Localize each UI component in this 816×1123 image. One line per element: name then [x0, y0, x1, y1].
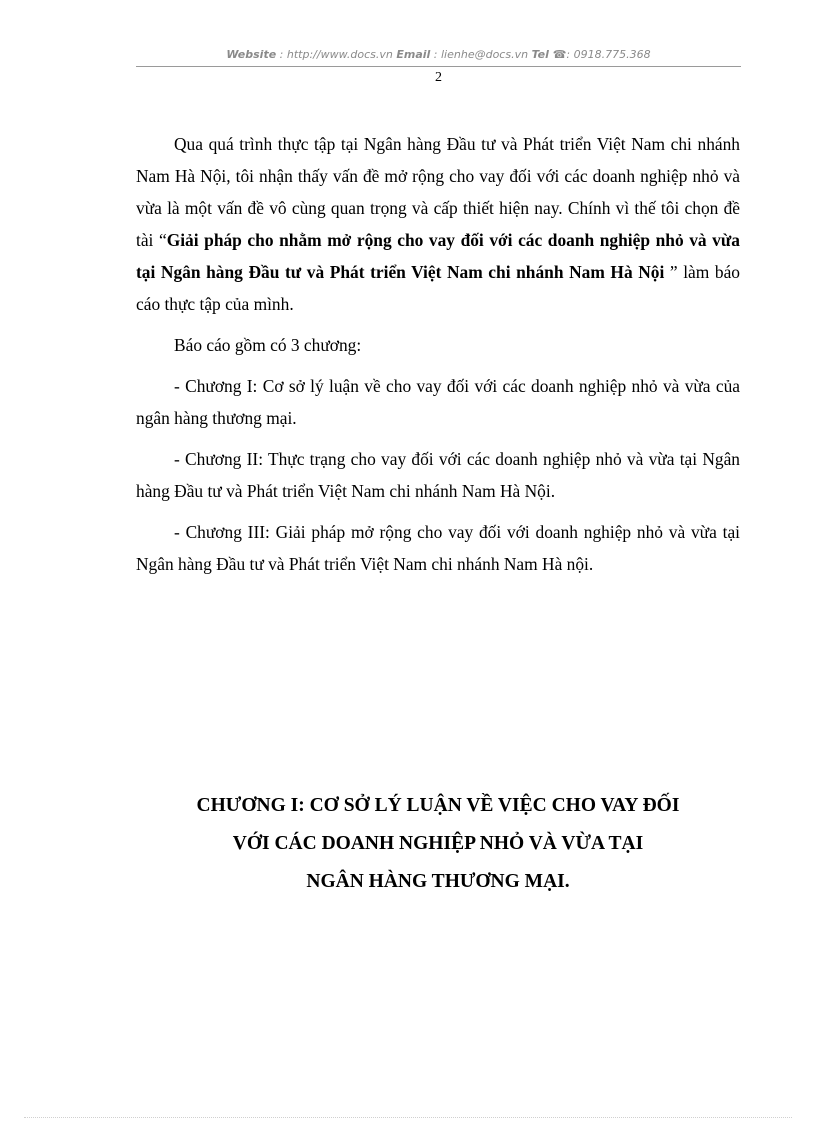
- structure-paragraph: Báo cáo gồm có 3 chương:: [174, 335, 362, 355]
- website-label: Website: [226, 48, 277, 61]
- phone-icon: ☎: [552, 48, 567, 61]
- intro-text-start: Qua quá trình thực tập tại Ngân hàng Đầu tư và Phát triển Việt Nam chi nhánh Nam Hà Nội, tôi nhận thấy vấn đề mở rộng cho vay đối với các doanh nghiệp nhỏ và vừa là một vấn đề vô cùng quan trọng và cấp thiết hiện nay. Chính vì thế tôi chọn đề tài “: [136, 134, 740, 250]
- intro-text-end: ” làm báo cáo thực tập của mình.: [136, 262, 741, 314]
- intro-paragraph: [136, 128, 740, 320]
- email-label: Email: [396, 48, 431, 61]
- chapter-heading-line-1: CHƯƠNG I: CƠ SỞ LÝ LUẬN VỀ VIỆC CHO VAY ĐỐI: [196, 795, 680, 816]
- chapter-heading-line-2: VỚI CÁC DOANH NGHIỆP NHỎ VÀ VỪA TẠI: [232, 833, 644, 854]
- website-value: : http://www.docs.vn: [276, 48, 397, 61]
- chapter-heading: [136, 787, 740, 901]
- page-header: [136, 48, 741, 61]
- header-divider: [136, 66, 741, 67]
- footer-divider: [24, 1117, 792, 1118]
- chapter-2-summary: - Chương II: Thực trạng cho vay đối với các doanh nghiệp nhỏ và vừa tại Ngân hàng Đầu tư và Phát triển Việt Nam chi nhánh Nam Hà Nội.: [136, 449, 740, 501]
- tel-value: : 0918.775.368: [566, 48, 651, 61]
- tel-label: Tel: [531, 48, 553, 61]
- page-number: 2: [435, 70, 442, 85]
- chapter-heading-line-3: NGÂN HÀNG THƯƠNG MẠI.: [306, 871, 570, 892]
- chapter-1-summary: - Chương I: Cơ sở lý luận về cho vay đối với các doanh nghiệp nhỏ và vừa của ngân hàng thương mại.: [136, 376, 740, 428]
- email-value: : lienhe@docs.vn: [430, 48, 532, 61]
- chapter-3-summary: - Chương III: Giải pháp mở rộng cho vay đối với doanh nghiệp nhỏ và vừa tại Ngân hàng Đầu tư và Phát triển Việt Nam chi nhánh Nam Hà nội.: [136, 522, 740, 574]
- body-text: [136, 128, 740, 580]
- report-topic-title: Giải pháp cho nhằm mở rộng cho vay đối với các doanh nghiệp nhỏ và vừa tại Ngân hàng Đầu tư và Phát triển Việt Nam chi nhánh Nam Hà Nội: [136, 230, 741, 282]
